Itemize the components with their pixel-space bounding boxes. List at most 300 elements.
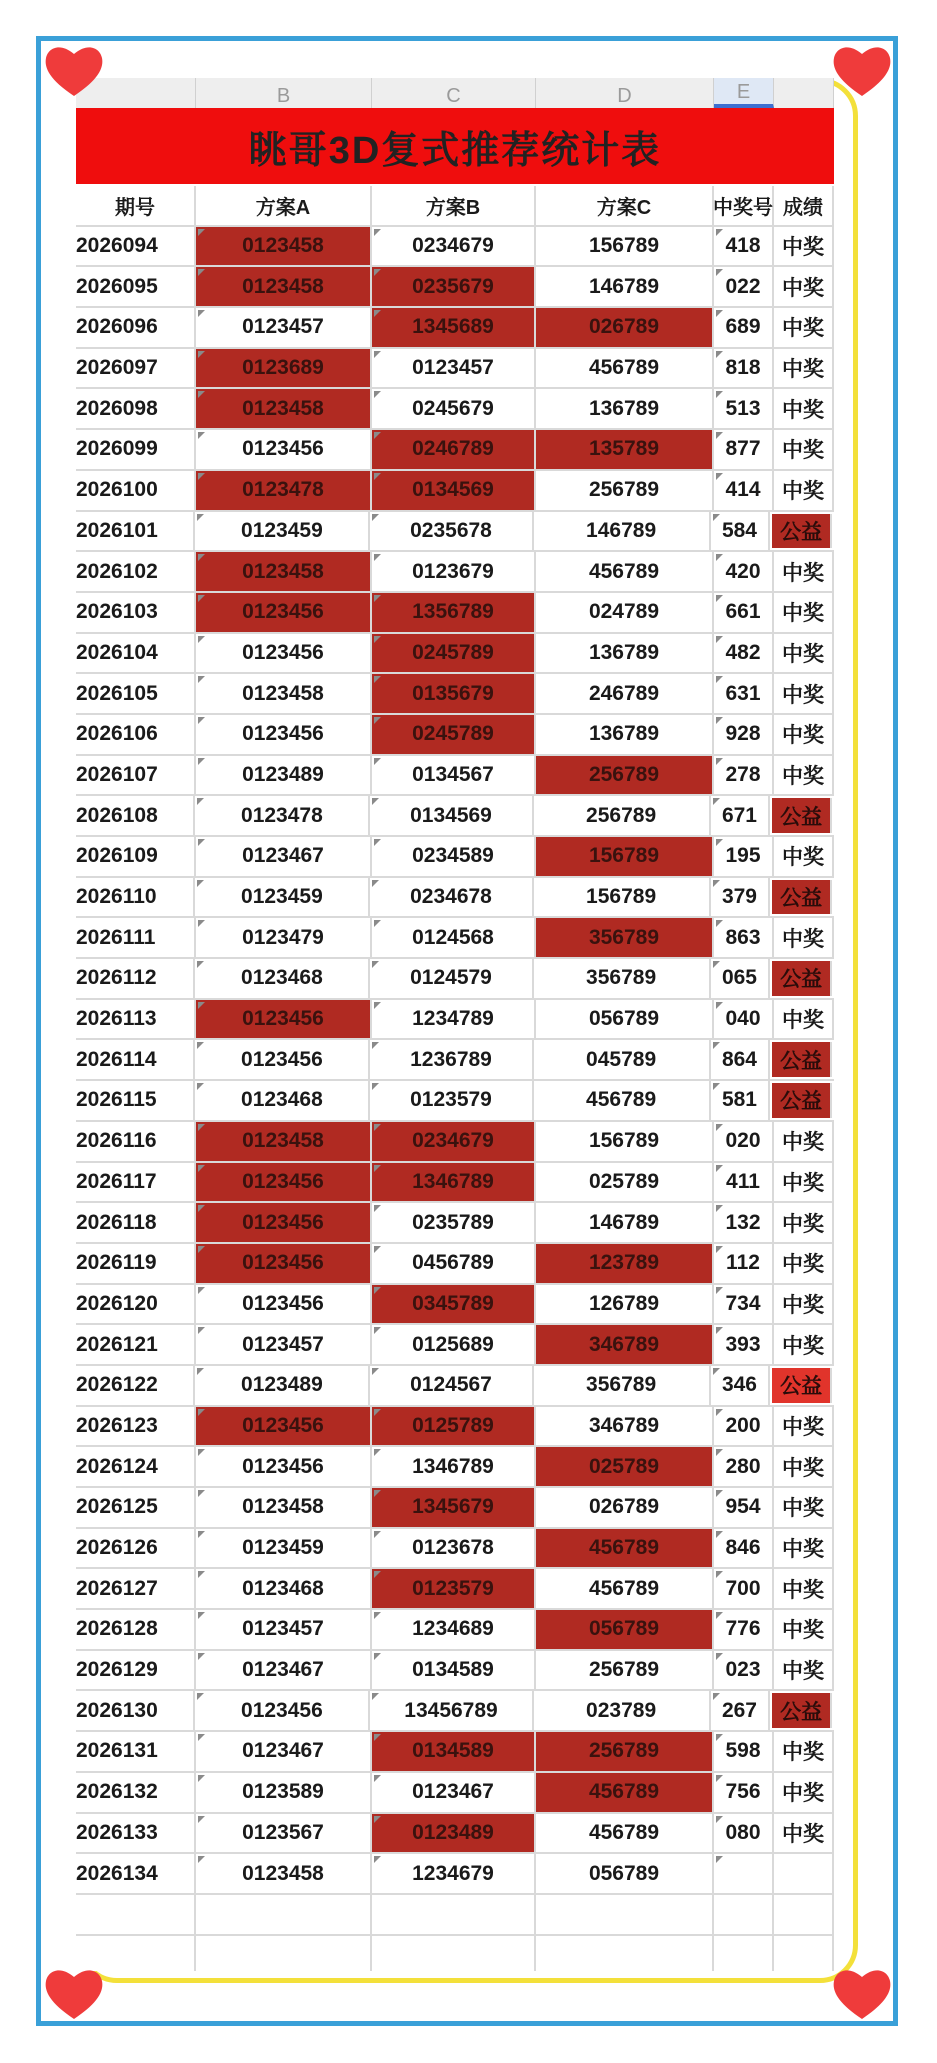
result-cell[interactable]: 中奖	[774, 1122, 834, 1161]
result-cell[interactable]: 公益	[772, 961, 832, 996]
plan-a-cell[interactable]: 0123478	[196, 471, 372, 510]
plan-c-cell[interactable]: 025789	[536, 1447, 714, 1486]
result-cell[interactable]: 中奖	[774, 267, 834, 306]
empty-cell[interactable]	[196, 1936, 372, 1971]
result-cell[interactable]: 中奖	[774, 308, 834, 347]
period-cell[interactable]: 2026117	[76, 1163, 196, 1202]
plan-a-cell[interactable]: 0123458	[196, 389, 372, 428]
table-row	[76, 1325, 834, 1366]
winning-number-cell[interactable]: 393	[714, 1325, 774, 1364]
plan-c-cell[interactable]: 025789	[536, 1163, 714, 1202]
plan-b-cell[interactable]: 13456789	[370, 1691, 533, 1730]
plan-b-cell[interactable]: 0235679	[372, 267, 536, 306]
winning-number-cell[interactable]: 023	[714, 1651, 774, 1690]
column-letter-b[interactable]: B	[196, 78, 372, 108]
period-cell[interactable]: 2026109	[76, 837, 196, 876]
plan-c-cell[interactable]: 045789	[534, 1040, 711, 1079]
winning-number-cell[interactable]: 200	[714, 1407, 774, 1446]
result-cell[interactable]: 中奖	[774, 349, 834, 388]
plan-a-cell[interactable]: 0123458	[196, 1122, 372, 1161]
result-cell[interactable]: 中奖	[774, 1773, 834, 1812]
period-cell[interactable]: 2026130	[76, 1691, 195, 1730]
plan-a-cell[interactable]: 0123459	[195, 878, 370, 917]
winning-number-cell[interactable]: 080	[714, 1814, 774, 1853]
winning-number-cell[interactable]: 689	[714, 308, 774, 347]
empty-cell[interactable]	[536, 1895, 714, 1934]
result-cell[interactable]: 中奖	[774, 1488, 834, 1527]
plan-a-cell[interactable]: 0123489	[196, 756, 372, 795]
result-cell[interactable]: 中奖	[774, 471, 834, 510]
empty-cell[interactable]	[714, 1895, 774, 1934]
period-cell[interactable]: 2026099	[76, 430, 196, 469]
table-row	[76, 674, 834, 715]
period-cell[interactable]: 2026127	[76, 1569, 196, 1608]
period-cell[interactable]: 2026113	[76, 1000, 196, 1039]
plan-b-cell[interactable]: 0134567	[372, 756, 536, 795]
plan-c-cell[interactable]: 456789	[534, 1081, 711, 1120]
result-cell[interactable]: 中奖	[774, 1732, 834, 1771]
plan-a-cell[interactable]: 0123458	[196, 1488, 372, 1527]
plan-c-cell[interactable]: 356789	[536, 918, 714, 957]
plan-b-cell[interactable]: 0245679	[372, 389, 536, 428]
plan-b-cell[interactable]: 0456789	[372, 1244, 536, 1283]
plan-c-cell[interactable]: 146789	[534, 512, 711, 551]
period-cell[interactable]: 2026095	[76, 267, 196, 306]
winning-number-cell[interactable]: 482	[714, 634, 774, 673]
plan-c-cell[interactable]: 256789	[536, 1732, 714, 1771]
plan-a-cell[interactable]: 0123567	[196, 1814, 372, 1853]
plan-a-cell[interactable]: 0123456	[196, 1163, 372, 1202]
plan-a-cell[interactable]: 0123456	[196, 715, 372, 754]
result-cell[interactable]: 中奖	[774, 1244, 834, 1283]
plan-b-cell[interactable]: 0123579	[370, 1081, 533, 1120]
page-title: 眺哥3D复式推荐统计表	[76, 108, 834, 184]
plan-c-cell[interactable]: 056789	[536, 1610, 714, 1649]
winning-number-cell[interactable]: 756	[714, 1773, 774, 1812]
winning-number-cell[interactable]: 414	[714, 471, 774, 510]
plan-a-cell[interactable]: 0123489	[195, 1366, 370, 1405]
period-cell[interactable]: 2026104	[76, 634, 196, 673]
table-row	[76, 1610, 834, 1651]
plan-c-cell[interactable]: 246789	[536, 674, 714, 713]
winning-number-cell[interactable]: 631	[714, 674, 774, 713]
table-row	[76, 1854, 834, 1895]
result-cell[interactable]: 公益	[772, 1083, 832, 1118]
plan-b-cell[interactable]: 0345789	[372, 1285, 536, 1324]
plan-b-cell[interactable]: 0134589	[372, 1651, 536, 1690]
plan-c-cell[interactable]: 456789	[536, 1569, 714, 1608]
plan-c-cell[interactable]: 346789	[536, 1325, 714, 1364]
period-cell[interactable]: 2026110	[76, 878, 195, 917]
plan-b-cell[interactable]: 0123579	[372, 1569, 536, 1608]
result-cell[interactable]: 中奖	[774, 634, 834, 673]
result-cell[interactable]: 公益	[772, 1693, 832, 1728]
plan-a-cell[interactable]: 0123458	[196, 1854, 372, 1893]
plan-b-cell[interactable]: 0125789	[372, 1407, 536, 1446]
plan-b-cell[interactable]: 1346789	[372, 1163, 536, 1202]
winning-number-cell[interactable]: 846	[714, 1529, 774, 1568]
period-cell[interactable]: 2026122	[76, 1366, 195, 1405]
result-cell[interactable]: 中奖	[774, 1407, 834, 1446]
plan-a-cell[interactable]: 0123467	[196, 1732, 372, 1771]
winning-number-cell[interactable]: 864	[711, 1040, 771, 1079]
winning-number-cell[interactable]: 040	[714, 1000, 774, 1039]
plan-c-cell[interactable]: 456789	[536, 1814, 714, 1853]
plan-a-cell[interactable]: 0123457	[196, 308, 372, 347]
plan-b-cell[interactable]: 0124568	[372, 918, 536, 957]
plan-c-cell[interactable]: 156789	[536, 227, 714, 266]
plan-b-cell[interactable]: 0124567	[370, 1366, 533, 1405]
plan-b-cell[interactable]: 0123679	[372, 552, 536, 591]
winning-number-cell[interactable]: 818	[714, 349, 774, 388]
plan-b-cell[interactable]: 0246789	[372, 430, 536, 469]
plan-b-cell[interactable]: 0134569	[370, 796, 533, 835]
plan-c-cell[interactable]: 026789	[536, 308, 714, 347]
plan-c-cell[interactable]: 146789	[536, 267, 714, 306]
header-period[interactable]: 期号	[76, 186, 196, 225]
period-cell[interactable]: 2026098	[76, 389, 196, 428]
plan-b-cell[interactable]: 0234589	[372, 837, 536, 876]
plan-c-cell[interactable]: 256789	[536, 756, 714, 795]
header-plan-c[interactable]: 方案C	[536, 186, 714, 225]
result-cell[interactable]: 中奖	[774, 430, 834, 469]
period-cell[interactable]: 2026106	[76, 715, 196, 754]
result-cell[interactable]: 中奖	[774, 837, 834, 876]
plan-c-cell[interactable]: 123789	[536, 1244, 714, 1283]
period-cell[interactable]: 2026121	[76, 1325, 196, 1364]
winning-number-cell[interactable]: 132	[714, 1203, 774, 1242]
result-cell[interactable]: 中奖	[774, 1203, 834, 1242]
stats-table	[76, 186, 834, 1971]
plan-a-cell[interactable]: 0123456	[196, 1285, 372, 1324]
heart-icon	[42, 1963, 106, 2023]
plan-c-cell[interactable]: 456789	[536, 349, 714, 388]
result-cell[interactable]: 公益	[772, 798, 832, 833]
period-cell[interactable]: 2026114	[76, 1040, 195, 1079]
winning-number-cell[interactable]: 581	[711, 1081, 771, 1120]
period-cell[interactable]: 2026124	[76, 1447, 196, 1486]
plan-a-cell[interactable]: 0123458	[196, 267, 372, 306]
plan-c-cell[interactable]: 056789	[536, 1000, 714, 1039]
table-row	[76, 878, 834, 919]
period-cell[interactable]: 2026101	[76, 512, 195, 551]
winning-number-cell[interactable]: 863	[714, 918, 774, 957]
empty-cell[interactable]	[372, 1895, 536, 1934]
empty-cell[interactable]	[774, 1936, 834, 1971]
column-letter-c[interactable]: C	[372, 78, 536, 108]
empty-cell[interactable]	[372, 1936, 536, 1971]
winning-number-cell[interactable]: 776	[714, 1610, 774, 1649]
plan-a-cell[interactable]: 0123467	[196, 1651, 372, 1690]
plan-b-cell[interactable]: 0245789	[372, 715, 536, 754]
plan-a-cell[interactable]: 0123457	[196, 1325, 372, 1364]
plan-a-cell[interactable]: 0123458	[196, 227, 372, 266]
winning-number-cell[interactable]: 734	[714, 1285, 774, 1324]
plan-b-cell[interactable]: 0235789	[372, 1203, 536, 1242]
header-result[interactable]: 成绩	[774, 186, 834, 225]
table-row	[76, 1651, 834, 1692]
plan-c-cell[interactable]: 256789	[534, 796, 711, 835]
winning-number-cell[interactable]: 278	[714, 756, 774, 795]
plan-b-cell[interactable]: 0235678	[370, 512, 533, 551]
table-row	[76, 1407, 834, 1448]
winning-number-cell[interactable]: 267	[711, 1691, 771, 1730]
period-cell[interactable]: 2026100	[76, 471, 196, 510]
result-cell[interactable]: 中奖	[774, 552, 834, 591]
period-cell[interactable]: 2026128	[76, 1610, 196, 1649]
plan-b-cell[interactable]: 0234678	[370, 878, 533, 917]
period-cell[interactable]: 2026094	[76, 227, 196, 266]
table-row	[76, 1447, 834, 1488]
column-letter-d[interactable]: D	[536, 78, 714, 108]
period-cell[interactable]: 2026126	[76, 1529, 196, 1568]
plan-a-cell[interactable]: 0123479	[196, 918, 372, 957]
plan-c-cell[interactable]: 356789	[534, 959, 711, 998]
result-cell[interactable]: 中奖	[774, 1651, 834, 1690]
result-cell[interactable]: 公益	[772, 1042, 832, 1077]
empty-cell[interactable]	[76, 1895, 196, 1934]
winning-number-cell[interactable]: 411	[714, 1163, 774, 1202]
period-cell[interactable]: 2026096	[76, 308, 196, 347]
table-header-row	[76, 186, 834, 227]
winning-number-cell[interactable]: 928	[714, 715, 774, 754]
winning-number-cell[interactable]: 346	[711, 1366, 771, 1405]
period-cell[interactable]: 2026131	[76, 1732, 196, 1771]
winning-number-cell[interactable]: 598	[714, 1732, 774, 1771]
winning-number-cell[interactable]: 420	[714, 552, 774, 591]
result-cell[interactable]: 中奖	[774, 1447, 834, 1486]
plan-c-cell[interactable]: 126789	[536, 1285, 714, 1324]
result-cell[interactable]: 中奖	[774, 593, 834, 632]
plan-c-cell[interactable]: 456789	[536, 552, 714, 591]
table-row	[76, 552, 834, 593]
plan-b-cell[interactable]: 0125689	[372, 1325, 536, 1364]
period-cell[interactable]: 2026105	[76, 674, 196, 713]
period-cell[interactable]: 2026120	[76, 1285, 196, 1324]
plan-a-cell[interactable]: 0123478	[195, 796, 370, 835]
heart-icon	[830, 1963, 894, 2023]
result-cell[interactable]	[774, 1854, 834, 1893]
plan-c-cell[interactable]: 026789	[536, 1488, 714, 1527]
plan-b-cell[interactable]: 1236789	[370, 1040, 533, 1079]
plan-b-cell[interactable]: 1234789	[372, 1000, 536, 1039]
period-cell[interactable]: 2026132	[76, 1773, 196, 1812]
plan-c-cell[interactable]: 023789	[534, 1691, 711, 1730]
plan-a-cell[interactable]: 0123468	[196, 1569, 372, 1608]
plan-b-cell[interactable]: 1356789	[372, 593, 536, 632]
plan-a-cell[interactable]: 0123457	[196, 1610, 372, 1649]
plan-b-cell[interactable]: 0245789	[372, 634, 536, 673]
period-cell[interactable]: 2026111	[76, 918, 196, 957]
result-cell[interactable]: 中奖	[774, 715, 834, 754]
result-cell[interactable]: 中奖	[774, 1569, 834, 1608]
plan-a-cell[interactable]: 0123456	[195, 1040, 370, 1079]
plan-c-cell[interactable]: 156789	[536, 837, 714, 876]
plan-b-cell[interactable]: 0123457	[372, 349, 536, 388]
winning-number-cell[interactable]: 584	[711, 512, 771, 551]
plan-a-cell[interactable]: 0123689	[196, 349, 372, 388]
result-cell[interactable]: 公益	[772, 880, 832, 915]
plan-a-cell[interactable]: 0123456	[196, 1000, 372, 1039]
period-cell[interactable]: 2026125	[76, 1488, 196, 1527]
plan-a-cell[interactable]: 0123456	[196, 1203, 372, 1242]
table-row	[76, 1732, 834, 1773]
table-row	[76, 1122, 834, 1163]
table-row	[76, 634, 834, 675]
period-cell[interactable]: 2026112	[76, 959, 195, 998]
period-cell[interactable]: 2026123	[76, 1407, 196, 1446]
plan-a-cell[interactable]: 0123456	[196, 1244, 372, 1283]
plan-c-cell[interactable]: 456789	[536, 1773, 714, 1812]
plan-b-cell[interactable]: 1345679	[372, 1488, 536, 1527]
plan-c-cell[interactable]: 136789	[536, 634, 714, 673]
result-cell[interactable]: 中奖	[774, 674, 834, 713]
plan-b-cell[interactable]: 1234689	[372, 1610, 536, 1649]
heart-icon	[830, 40, 894, 100]
plan-b-cell[interactable]: 0123467	[372, 1773, 536, 1812]
plan-c-cell[interactable]: 136789	[536, 389, 714, 428]
period-cell[interactable]: 2026134	[76, 1854, 196, 1893]
result-cell[interactable]: 中奖	[774, 227, 834, 266]
plan-a-cell[interactable]: 0123456	[196, 634, 372, 673]
plan-b-cell[interactable]: 0123678	[372, 1529, 536, 1568]
plan-a-cell[interactable]: 0123589	[196, 1773, 372, 1812]
result-cell[interactable]: 中奖	[774, 1325, 834, 1364]
plan-c-cell[interactable]: 256789	[536, 1651, 714, 1690]
result-cell[interactable]: 中奖	[774, 1000, 834, 1039]
plan-c-cell[interactable]: 136789	[536, 715, 714, 754]
plan-a-cell[interactable]: 0123468	[195, 959, 370, 998]
plan-c-cell[interactable]: 156789	[536, 1122, 714, 1161]
winning-number-cell[interactable]: 022	[714, 267, 774, 306]
plan-a-cell[interactable]: 0123456	[196, 1447, 372, 1486]
table-row	[76, 796, 834, 837]
plan-a-cell[interactable]: 0123468	[195, 1081, 370, 1120]
winning-number-cell[interactable]: 280	[714, 1447, 774, 1486]
period-cell[interactable]: 2026119	[76, 1244, 196, 1283]
winning-number-cell[interactable]: 661	[714, 593, 774, 632]
plan-c-cell[interactable]: 024789	[536, 593, 714, 632]
period-cell[interactable]: 2026115	[76, 1081, 195, 1120]
plan-c-cell[interactable]: 156789	[534, 878, 711, 917]
plan-a-cell[interactable]: 0123456	[196, 593, 372, 632]
winning-number-cell[interactable]: 065	[711, 959, 771, 998]
plan-a-cell[interactable]: 0123456	[196, 430, 372, 469]
plan-a-cell[interactable]: 0123459	[195, 512, 370, 551]
plan-a-cell[interactable]: 0123459	[196, 1529, 372, 1568]
plan-c-cell[interactable]: 256789	[536, 471, 714, 510]
empty-cell[interactable]	[714, 1936, 774, 1971]
empty-row	[76, 1895, 834, 1936]
result-cell[interactable]: 中奖	[774, 1529, 834, 1568]
winning-number-cell[interactable]: 379	[711, 878, 771, 917]
plan-a-cell[interactable]: 0123456	[196, 1407, 372, 1446]
plan-c-cell[interactable]: 456789	[536, 1529, 714, 1568]
plan-a-cell[interactable]: 0123456	[195, 1691, 370, 1730]
period-cell[interactable]: 2026108	[76, 796, 195, 835]
header-plan-a[interactable]: 方案A	[196, 186, 372, 225]
winning-number-cell[interactable]: 112	[714, 1244, 774, 1283]
period-cell[interactable]: 2026107	[76, 756, 196, 795]
table-row	[76, 1203, 834, 1244]
winning-number-cell[interactable]: 195	[714, 837, 774, 876]
plan-b-cell[interactable]: 0135679	[372, 674, 536, 713]
plan-b-cell[interactable]: 1234679	[372, 1854, 536, 1893]
plan-a-cell[interactable]: 0123467	[196, 837, 372, 876]
header-plan-b[interactable]: 方案B	[372, 186, 536, 225]
result-cell[interactable]: 中奖	[774, 918, 834, 957]
plan-b-cell[interactable]: 0234679	[372, 1122, 536, 1161]
column-letter-f[interactable]	[774, 78, 834, 108]
plan-c-cell[interactable]: 346789	[536, 1407, 714, 1446]
plan-c-cell[interactable]: 135789	[536, 430, 714, 469]
result-cell[interactable]: 中奖	[774, 1814, 834, 1853]
empty-cell[interactable]	[196, 1895, 372, 1934]
result-cell[interactable]: 中奖	[774, 1163, 834, 1202]
winning-number-cell[interactable]: 700	[714, 1569, 774, 1608]
result-cell[interactable]: 中奖	[774, 1285, 834, 1324]
table-row	[76, 227, 834, 268]
winning-number-cell[interactable]	[714, 1854, 774, 1893]
plan-a-cell[interactable]: 0123458	[196, 552, 372, 591]
table-row	[76, 1285, 834, 1326]
header-winning-number[interactable]: 中奖号	[714, 186, 774, 225]
table-row	[76, 1163, 834, 1204]
table-row	[76, 389, 834, 430]
winning-number-cell[interactable]: 020	[714, 1122, 774, 1161]
winning-number-cell[interactable]: 877	[714, 430, 774, 469]
table-row	[76, 715, 834, 756]
plan-c-cell[interactable]: 356789	[534, 1366, 711, 1405]
table-row	[76, 512, 834, 553]
result-cell[interactable]: 公益	[772, 514, 832, 549]
period-cell[interactable]: 2026097	[76, 349, 196, 388]
table-row	[76, 756, 834, 797]
plan-c-cell[interactable]: 146789	[536, 1203, 714, 1242]
winning-number-cell[interactable]: 513	[714, 389, 774, 428]
period-cell[interactable]: 2026133	[76, 1814, 196, 1853]
plan-c-cell[interactable]: 056789	[536, 1854, 714, 1893]
plan-b-cell[interactable]: 0124579	[370, 959, 533, 998]
column-letter-e[interactable]: E	[714, 78, 774, 108]
empty-cell[interactable]	[774, 1895, 834, 1934]
table-row	[76, 349, 834, 390]
plan-b-cell[interactable]: 0134569	[372, 471, 536, 510]
period-cell[interactable]: 2026118	[76, 1203, 196, 1242]
result-cell[interactable]: 中奖	[774, 756, 834, 795]
plan-b-cell[interactable]: 0123489	[372, 1814, 536, 1853]
result-cell[interactable]: 公益	[772, 1368, 832, 1403]
winning-number-cell[interactable]: 671	[711, 796, 771, 835]
result-cell[interactable]: 中奖	[774, 389, 834, 428]
plan-b-cell[interactable]: 1346789	[372, 1447, 536, 1486]
winning-number-cell[interactable]: 418	[714, 227, 774, 266]
plan-a-cell[interactable]: 0123458	[196, 674, 372, 713]
plan-b-cell[interactable]: 0234679	[372, 227, 536, 266]
period-cell[interactable]: 2026103	[76, 593, 196, 632]
period-cell[interactable]: 2026116	[76, 1122, 196, 1161]
table-row	[76, 1773, 834, 1814]
plan-b-cell[interactable]: 0134589	[372, 1732, 536, 1771]
empty-cell[interactable]	[536, 1936, 714, 1971]
period-cell[interactable]: 2026129	[76, 1651, 196, 1690]
period-cell[interactable]: 2026102	[76, 552, 196, 591]
column-letter-bar	[76, 78, 834, 108]
winning-number-cell[interactable]: 954	[714, 1488, 774, 1527]
result-cell[interactable]: 中奖	[774, 1610, 834, 1649]
plan-b-cell[interactable]: 1345689	[372, 308, 536, 347]
table-row	[76, 1569, 834, 1610]
